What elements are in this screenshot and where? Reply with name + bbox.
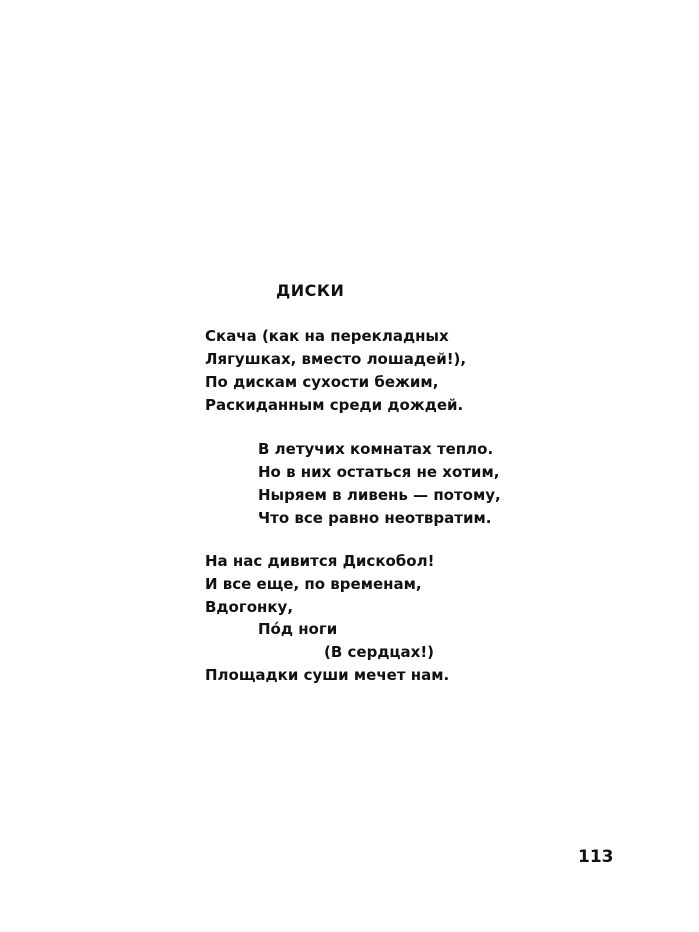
poem-line: Что все равно неотвратим. (258, 509, 492, 527)
poem-line: Вдогонку, (205, 598, 294, 616)
poem-line: Лягушках, вместо лошадей!), (205, 350, 467, 368)
poem-line: В летучих комнатах тепло. (258, 440, 494, 458)
poem-line: Ныряем в ливень — потому, (258, 486, 501, 504)
poem-line: Но в них остаться не хотим, (258, 463, 500, 481)
poem-line: По дискам сухости бежим, (205, 373, 439, 391)
poem-line: По́д ноги (258, 620, 338, 638)
poem-line: Раскиданным среди дождей. (205, 396, 464, 414)
page-number: 113 (578, 847, 614, 867)
poem-line: И все еще, по временам, (205, 575, 422, 593)
poem-line: На нас дивится Дискобол! (205, 552, 435, 570)
poem-title: ДИСКИ (276, 281, 345, 300)
poem-line: (В сердцах!) (324, 643, 435, 661)
poem-line: Площадки суши мечет нам. (205, 666, 450, 684)
poem-line: Скача (как на перекладных (205, 327, 449, 345)
